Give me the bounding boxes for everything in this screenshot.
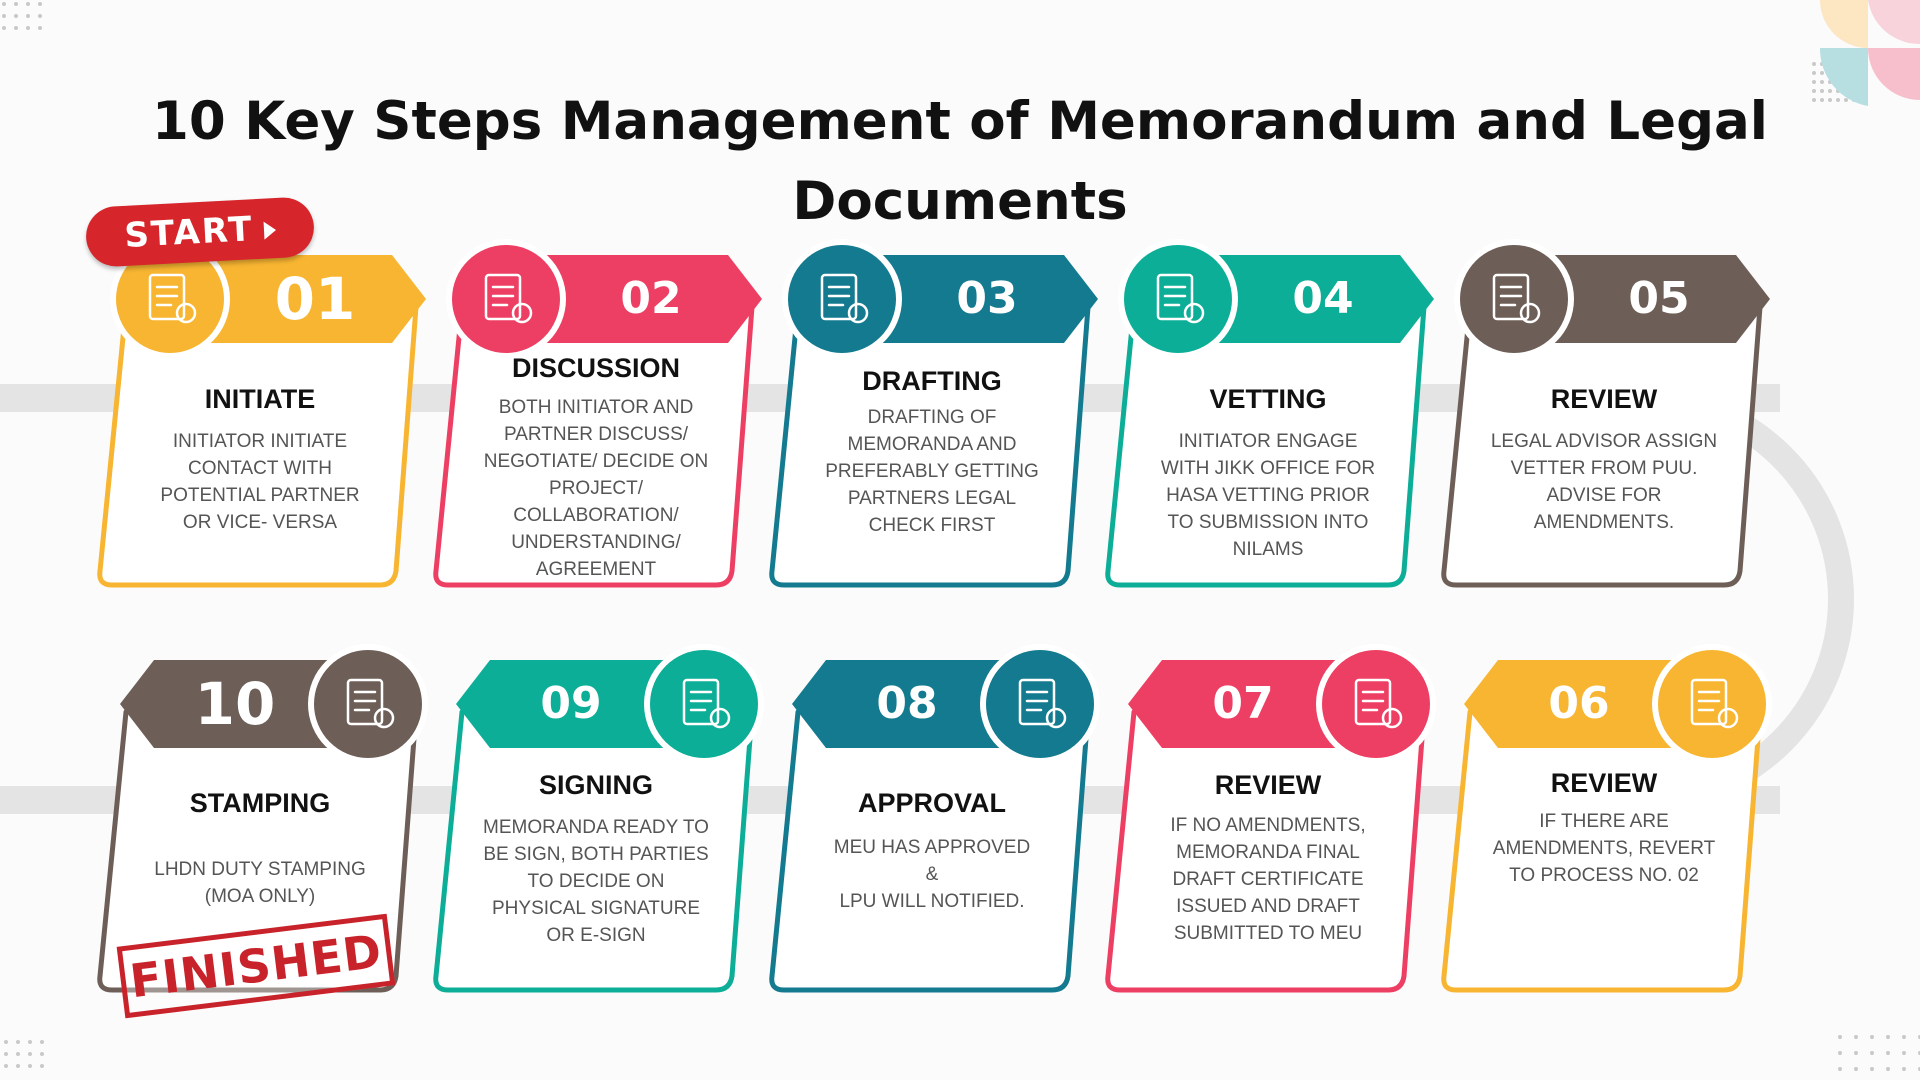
step-title: STAMPING — [189, 788, 331, 818]
step-description — [792, 834, 1072, 915]
step-description — [1128, 428, 1408, 563]
step-number: 10 — [194, 670, 276, 738]
step-description — [1464, 808, 1744, 889]
step-description — [1128, 812, 1408, 947]
step-description — [120, 428, 400, 536]
step-description — [1464, 428, 1744, 536]
step-description-line: INITIATOR INITIATE — [172, 431, 348, 452]
step-description-line: VETTER FROM PUU. — [1510, 458, 1698, 479]
step-description-line: COLLABORATION/ — [513, 505, 679, 526]
step-description-line: IF NO AMENDMENTS, — [1170, 815, 1366, 836]
step-description-line: NEGOTIATE/ DECIDE ON — [483, 451, 709, 472]
title-line-1: 10 Key Steps Management of Memorandum and Legal — [152, 91, 1768, 152]
start-badge — [85, 196, 316, 268]
step-description-line: SUBMITTED TO MEU — [1173, 923, 1363, 944]
step-description-line: MEMORANDA READY TO — [483, 817, 709, 838]
step-title: SIGNING — [538, 770, 653, 800]
step-number: 04 — [1292, 273, 1354, 324]
step-description-line: (MOA ONLY) — [204, 886, 316, 907]
step-description-line: & — [925, 864, 939, 885]
step-number: 01 — [274, 265, 356, 333]
step-description-line: TO DECIDE ON — [527, 871, 665, 892]
step-description-line: CHECK FIRST — [868, 515, 996, 536]
finished-label: FINISHED — [126, 923, 386, 1009]
step-description-line: PREFERABLY GETTING — [825, 461, 1039, 482]
step-description-line: DRAFT CERTIFICATE — [1172, 869, 1364, 890]
step-description — [792, 404, 1072, 539]
play-icon — [263, 221, 276, 240]
step-description-line: ISSUED AND DRAFT — [1176, 896, 1360, 917]
step-number: 08 — [876, 678, 938, 729]
step-description-line: TO PROCESS NO. 02 — [1509, 865, 1699, 886]
step-description — [456, 394, 736, 583]
step-icon-circle — [788, 245, 896, 353]
step-description-line: CONTACT WITH — [188, 458, 332, 479]
step-title: REVIEW — [1550, 384, 1658, 414]
step-icon-circle — [314, 650, 422, 758]
step-icon-circle — [1124, 245, 1232, 353]
step-number: 03 — [956, 273, 1018, 324]
deco-shape — [1820, 48, 1868, 106]
deco-shape — [1868, 0, 1920, 44]
step-title: INITIATE — [204, 384, 316, 414]
step-icon-circle — [986, 650, 1094, 758]
step-description-line: LHDN DUTY STAMPING — [154, 859, 366, 880]
step-description-line: LPU WILL NOTIFIED. — [839, 891, 1025, 912]
step-description-line: BOTH INITIATOR AND — [498, 397, 694, 418]
step-description-line: DRAFTING OF — [867, 407, 997, 428]
step-description-line: PARTNERS LEGAL — [847, 488, 1017, 509]
step-description-line: OR E-SIGN — [546, 925, 646, 946]
step-title: REVIEW — [1214, 770, 1322, 800]
step-description-line: PARTNER DISCUSS/ — [503, 424, 689, 445]
step-description-line: POTENTIAL PARTNER — [160, 485, 360, 506]
step-description-line: BE SIGN, BOTH PARTIES — [483, 844, 709, 865]
step-description-line: PROJECT/ — [549, 478, 643, 499]
step-description-line: WITH JIKK OFFICE FOR — [1160, 458, 1376, 479]
step-description-line: UNDERSTANDING/ — [511, 532, 681, 553]
step-description-line: MEMORANDA FINAL — [1176, 842, 1360, 863]
step-title: DISCUSSION — [511, 353, 681, 383]
step-description-line: AGREEMENT — [535, 559, 657, 580]
step-icon-circle — [1460, 245, 1568, 353]
deco-shape — [1868, 48, 1920, 100]
step-number: 02 — [620, 273, 682, 324]
step-number: 05 — [1628, 273, 1690, 324]
step-icon-circle — [452, 245, 560, 353]
step-description — [456, 814, 736, 949]
step-description-line: INITIATOR ENGAGE — [1178, 431, 1358, 452]
title-line-2: Documents — [792, 171, 1128, 232]
start-label: START — [123, 209, 255, 256]
step-icon-circle — [650, 650, 758, 758]
step-icon-circle — [1322, 650, 1430, 758]
step-icon-circle — [1658, 650, 1766, 758]
step-number: 07 — [1212, 678, 1274, 729]
step-description-line: IF THERE ARE — [1539, 811, 1669, 832]
step-title: REVIEW — [1550, 768, 1658, 798]
step-title: VETTING — [1209, 384, 1327, 414]
step-description-line: MEU HAS APPROVED — [833, 837, 1031, 858]
step-description-line: HASA VETTING PRIOR — [1166, 485, 1370, 506]
step-description-line: AMENDMENTS. — [1533, 512, 1675, 533]
step-description-line: LEGAL ADVISOR ASSIGN — [1490, 431, 1718, 452]
step-description-line: OR VICE- VERSA — [182, 512, 338, 533]
step-title: APPROVAL — [857, 788, 1006, 818]
step-description-line: TO SUBMISSION INTO — [1167, 512, 1369, 533]
step-title: DRAFTING — [862, 366, 1002, 396]
step-description-line: NILAMS — [1232, 539, 1304, 560]
step-description-line: AMENDMENTS, REVERT — [1492, 838, 1716, 859]
deco-shape — [1820, 0, 1868, 48]
step-description-line: MEMORANDA AND — [847, 434, 1017, 455]
step-description-line: PHYSICAL SIGNATURE — [492, 898, 700, 919]
step-number: 09 — [540, 678, 602, 729]
step-description — [120, 856, 400, 910]
step-description-line: ADVISE FOR — [1546, 485, 1662, 506]
step-number: 06 — [1548, 678, 1610, 729]
